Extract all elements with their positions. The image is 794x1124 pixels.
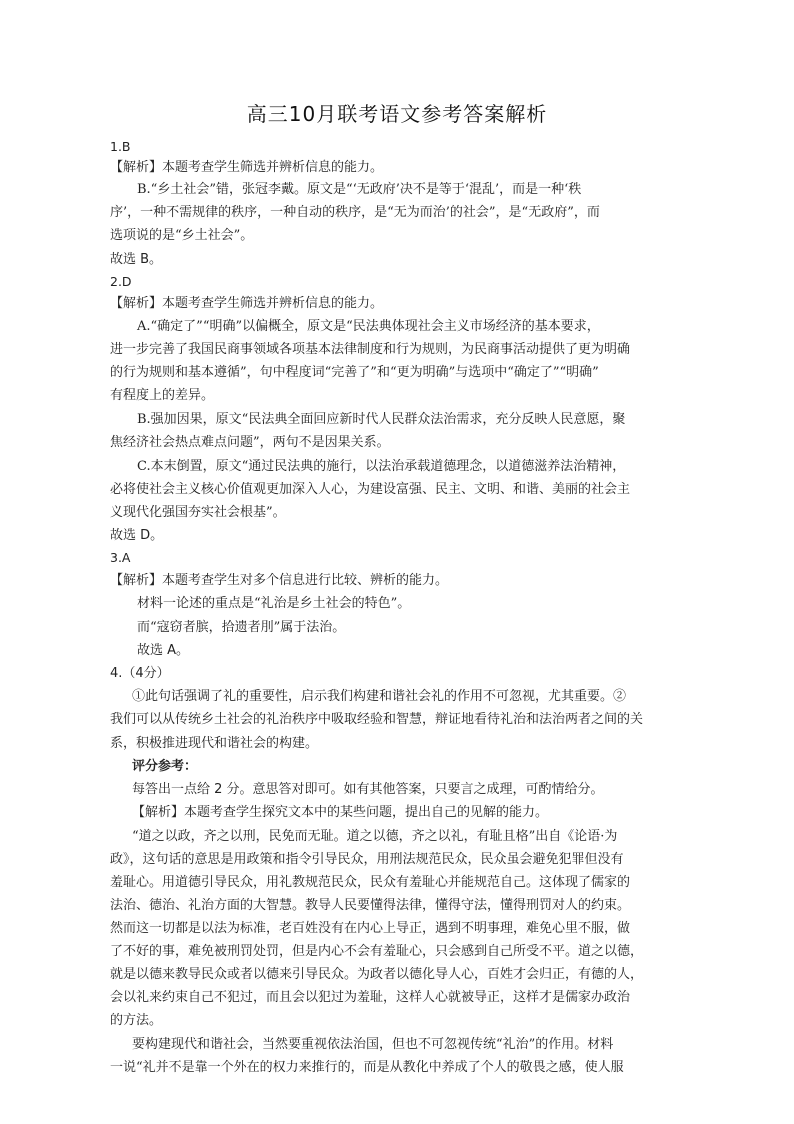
q3-answer: 3.A (110, 550, 131, 565)
q2-option-a-line: 进一步完善了我国民商事领域各项基本法律制度和行为规则，为民商事活动提供了更为明确 (110, 342, 631, 357)
q4-para1-line: 的方法。 (110, 1013, 163, 1028)
q4-para1-line: 法治、德治、礼治方面的大智慧。教导人民要懂得法律，懂得守法，懂得刑罚对人的约束。 (110, 898, 631, 913)
q2-analysis: 【解析】本题考查学生筛选并辨析信息的能力。 (110, 296, 384, 311)
q2-choose: 故选 D。 (110, 528, 164, 543)
q4-header: 4.（4分） (110, 666, 170, 681)
q4-para2-line: 一说“礼并不是靠一个外在的权力来推行的，而是从教化中养成了个人的敬畏之感，使人服 (110, 1060, 624, 1075)
q4-para1-line: 会以礼来约束自己不犯过，而且会以犯过为羞耻，这样人心就被导正，这样才是儒家办政治 (110, 990, 631, 1005)
q2-option-c-line: 义现代化强国夯实社会根基”。 (110, 505, 286, 520)
q3-analysis: 【解析】本题考查学生对多个信息进行比较、辨析的能力。 (110, 573, 449, 588)
q4-answer-line: 系，积极推进现代和谐社会的构建。 (110, 736, 319, 751)
q4-analysis: 【解析】本题考查学生探究文本中的某些问题，提出自己的见解的能力。 (132, 805, 549, 820)
q2-option-b-line: 焦经济社会热点难点问题”，两句不是因果关系。 (110, 435, 390, 450)
q1-answer: 1.B (110, 139, 131, 154)
q2-option-a-line: 的行为规则和基本遵循”，句中程度词“完善了”和“更为明确”与选项中“确定了”“明确” (110, 365, 599, 380)
q2-option-a-line: A.“确定了”“明确”以偏概全，原文是“民法典体现社会主义市场经济的基本要求， (137, 319, 600, 334)
q2-answer: 2.D (110, 274, 132, 289)
q4-para1-line: 了不好的事，难免被刑罚处罚，但是内心不会有羞耻心，只会感到自己所受不平。道之以德， (110, 944, 644, 959)
q4-para2-line: 要构建现代和谐社会，当然要重视依法治国，但也不可忽视传统“礼治”的作用。材料 (132, 1037, 614, 1052)
q2-option-b-line: B.强加因果，原文“民法典全面回应新时代人民群众法治需求，充分反映人民意愿，聚 (137, 412, 626, 427)
q4-answer-line: 我们可以从传统乡土社会的礼治秩序中吸取经验和智慧，辩证地看待礼治和法治两者之间的关 (110, 712, 644, 727)
q2-option-a-line: 有程度上的差异。 (110, 388, 215, 403)
q3-line: 而“寇窃者膑，拾遗者刖”属于法治。 (137, 620, 346, 635)
q2-option-c-line: 必将使社会主义核心价值观更加深入人心，为建设富强、民主、文明、和谐、美丽的社会主 (110, 482, 631, 497)
q4-para1-line: 政》，这句话的意思是用政策和指令引导民众，用刑法规范民众，民众虽会避免犯罪但没有 (110, 852, 624, 867)
q3-line: 材料一论述的重点是“礼治是乡土社会的特色”。 (137, 596, 411, 611)
q4-para1-line: 羞耻心。用道德引导民众，用礼教规范民众，民众有羞耻心并能规范自己。这体现了儒家的 (110, 875, 631, 890)
q3-choose: 故选 A。 (137, 643, 190, 658)
q1-line: 选项说的是“乡土社会”。 (110, 228, 254, 243)
q1-line: B.“乡土社会”错，张冠李戴。原文是“‘无政府’决不是等于‘混乱’，而是一种‘秩 (137, 182, 582, 197)
q1-line: 序’，一种不需规律的秩序，一种自动的秩序，是“无为而治’的社会”，是“无政府”，而 (110, 205, 600, 220)
q1-analysis: 【解析】本题考查学生筛选并辨析信息的能力。 (110, 160, 384, 175)
document-title: 高三10月联考语文参考答案解析 (246, 102, 548, 126)
q4-para1-line: “道之以政，齐之以刑，民免而无耻。道之以德，齐之以礼，有耻且格”出自《论语·为 (132, 829, 618, 844)
q4-scoring-title: 评分参考： (132, 759, 198, 774)
q4-scoring-text: 每答出一点给 2 分。意思答对即可。如有其他答案，只要言之成理，可酌情给分。 (132, 782, 604, 797)
q4-para1-line: 然而这一切都是以法为标准，老百姓没有在内心上导正，遇到不明事理，难免心里不服，做 (110, 921, 631, 936)
q4-para1-line: 就是以德来教导民众或者以德来引导民众。为政者以德化导人心，百姓才会归正，有德的人， (110, 967, 644, 982)
q2-option-c-line: C.本末倒置，原文“通过民法典的施行，以法治承载道德理念，以道德滋养法治精神， (137, 459, 626, 474)
q4-answer-line: ①此句话强调了礼的重要性，启示我们构建和谐社会礼的作用不可忽视，尤其重要。② (132, 689, 627, 704)
q1-choose: 故选 B。 (110, 252, 163, 267)
